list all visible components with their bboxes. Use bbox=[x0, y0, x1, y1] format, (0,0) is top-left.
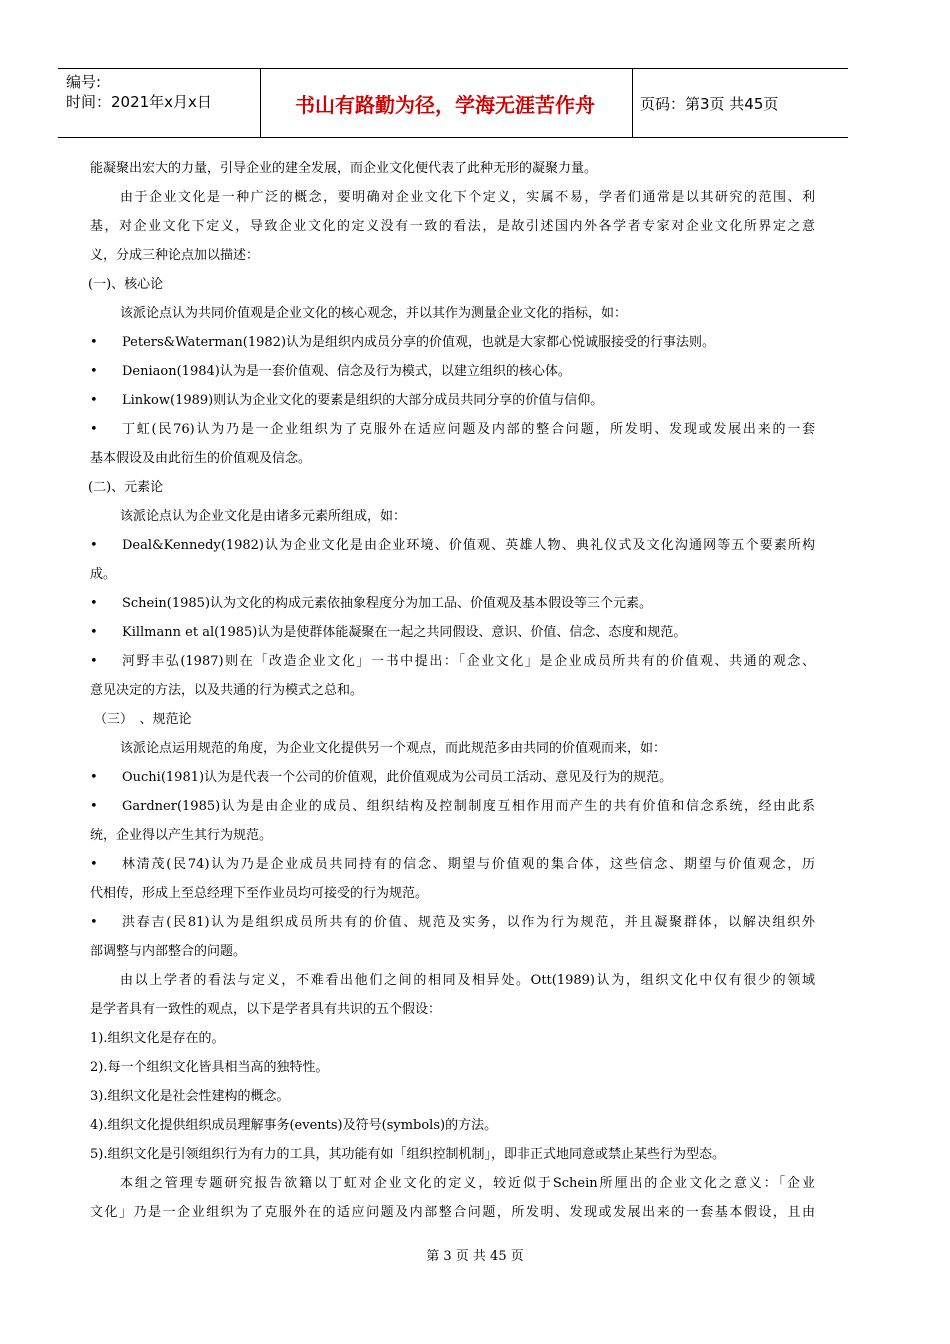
document-time-label: 时间：2021年x月x日 bbox=[66, 93, 212, 111]
numbered-item: 1).组织文化是存在的。 bbox=[90, 1031, 225, 1046]
list-item: • 河野丰弘(1987)则在「改造企业文化」一书中提出：「企业文化」是企业成员所共有的价值观、共通的观念、 bbox=[90, 647, 815, 676]
list-item: • 洪春吉(民81)认为是组织成员所共有的价值、规范及实务，以作为行为规范，并且凝聚群体，以解决组织外 bbox=[90, 908, 815, 937]
page-footer: 第 3 页 共 45 页 bbox=[426, 1249, 524, 1264]
header-meta bbox=[66, 69, 256, 137]
paragraph-line: 本组之管理专题研究报告欲籍以丁虹对企业文化的定义，较近似于Schein所厘出的企业文化之意义：「企业 bbox=[120, 1176, 815, 1191]
paragraph-line: 意见决定的方法，以及共通的行为模式之总和。 bbox=[90, 683, 364, 698]
list-item: • 林清茂(民74)认为乃是企业成员共同持有的信念、期望与价值观的集合体，这些信念、期望与价值观念，历 bbox=[90, 850, 815, 879]
header-motto: 书山有路勤为径，学海无涯苦作舟 bbox=[295, 92, 595, 117]
header-divider bbox=[632, 69, 633, 137]
paragraph-line: 代相传，形成上至总经理下至作业员均可接受的行为规范。 bbox=[90, 886, 429, 901]
paragraph-line: 由以上学者的看法与定义，不难看出他们之间的相同及相异处。Ott(1989)认为，组织文化中仅有很少的领域 bbox=[120, 973, 815, 988]
paragraph-line: 义，分成三种论点加以描述： bbox=[90, 248, 260, 263]
paragraph-line: 由于企业文化是一种广泛的概念，要明确对企业文化下个定义，实属不易，学者们通常是以其研究的范围、利 bbox=[120, 190, 815, 205]
list-item: • Peters&Waterman(1982)认为是组织内成员分享的价值观，也就是大家都心悦诚服接受的行事法则。 bbox=[90, 328, 815, 357]
paragraph-line: 成。 bbox=[90, 567, 117, 582]
list-item: • 丁虹(民76)认为乃是一企业组织为了克服外在适应问题及内部的整合问题，所发明、发现或发展出来的一套 bbox=[90, 415, 815, 444]
document-number-label: 编号: bbox=[66, 73, 102, 91]
list-item: • Linkow(1989)则认为企业文化的要素是组织的大部分成员共同分享的价值与信仰。 bbox=[90, 386, 815, 415]
section-heading-element: (二)、元素论 bbox=[88, 480, 164, 495]
paragraph-line: 能凝聚出宏大的力量，引导企业的建全发展，而企业文化便代表了此种无形的凝聚力量。 bbox=[90, 161, 598, 176]
numbered-item: 2).每一个组织文化皆具相当高的独特性。 bbox=[90, 1060, 329, 1075]
header-page-number: 页码：第3页 共45页 bbox=[640, 94, 779, 113]
list-item: • Deal&Kennedy(1982)认为企业文化是由企业环境、价值观、英雄人物、典礼仪式及文化沟通网等五个要素所构 bbox=[90, 531, 815, 560]
numbered-item: 5).组织文化是引领组织行为有力的工具，其功能有如「组织控制机制」，即非正式地同意或禁止某些行为型态。 bbox=[90, 1147, 725, 1162]
paragraph-line: 文化」乃是一企业组织为了克服外在的适应问题及内部整合问题，所发明、发现或发展出来的一套基本假设，且由 bbox=[90, 1205, 815, 1220]
paragraph-line: 部调整与内部整合的问题。 bbox=[90, 944, 247, 959]
section-heading-norm: （三） 、规范论 bbox=[94, 712, 192, 727]
paragraph-line: 该派论点认为企业文化是由诸多元素所组成，如： bbox=[120, 509, 407, 524]
paragraph-line: 该派论点认为共同价值观是企业文化的核心观念，并以其作为测量企业文化的指标，如： bbox=[120, 306, 628, 321]
list-item: • Killmann et al(1985)认为是使群体能凝聚在一起之共同假设、意识、价值、信念、态度和规范。 bbox=[90, 618, 815, 647]
numbered-item: 4).组织文化提供组织成员理解事务(events)及符号(symbols)的方法。 bbox=[90, 1118, 498, 1133]
list-item: • Gardner(1985)认为是由企业的成员、组织结构及控制制度互相作用而产生的共有价值和信念系统，经由此系 bbox=[90, 792, 815, 821]
paragraph-line: 是学者具有一致性的观点，以下是学者具有共识的五个假设： bbox=[90, 1002, 442, 1017]
list-item: • Deniaon(1984)认为是一套价值观、信念及行为模式，以建立组织的核心体。 bbox=[90, 357, 815, 386]
paragraph-line: 统，企业得以产生其行为规范。 bbox=[90, 828, 273, 843]
paragraph-line: 基本假设及由此衍生的价值观及信念。 bbox=[90, 451, 312, 466]
document-body bbox=[90, 154, 815, 1227]
page-header bbox=[58, 68, 848, 138]
paragraph-line: 基，对企业文化下定义，导致企业文化的定义没有一致的看法，是故引述国内外各学者专家对企业文化所界定之意 bbox=[90, 219, 815, 234]
list-item: • Ouchi(1981)认为是代表一个公司的价值观，此价值观成为公司员工活动、意见及行为的规范。 bbox=[90, 763, 815, 792]
section-heading-core: (一)、核心论 bbox=[88, 277, 164, 292]
paragraph-line: 该派论点运用规范的角度，为企业文化提供另一个观点，而此规范多由共同的价值观而来，如： bbox=[120, 741, 667, 756]
numbered-item: 3).组织文化是社会性建构的概念。 bbox=[90, 1089, 290, 1104]
list-item: • Schein(1985)认为文化的构成元素依抽象程度分为加工品、价值观及基本假设等三个元素。 bbox=[90, 589, 815, 618]
